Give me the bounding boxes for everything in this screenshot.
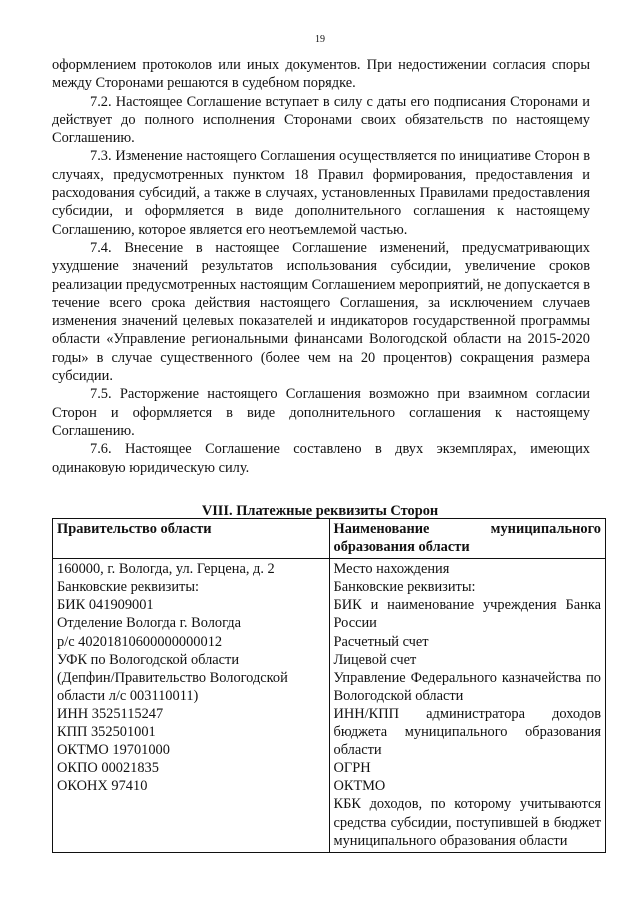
section-title-payment-details: VIII. Платежные реквизиты Сторон [201, 503, 439, 519]
right-line: ОКТМО [333, 778, 386, 795]
left-line: ОКОНХ 97410 [57, 778, 148, 795]
right-header-label: Наименование муниципального образования области [333, 521, 601, 556]
paragraph-continuation: оформлением протоколов или иных документов. При недостижении согласия споры между Сторонами решаются в судебном порядке. [52, 57, 590, 92]
page-number: 19 [315, 34, 325, 45]
right-line: ОГРН [333, 760, 371, 777]
table-body-row [53, 559, 606, 853]
right-line: Лицевой счет [333, 651, 417, 668]
table-header-row [53, 519, 606, 559]
right-line: ИНН/КПП администратора доходов бюджета муниципального образования области [333, 705, 601, 759]
paragraph-7-3: 7.3. Изменение настоящего Соглашения осуществляется по инициативе Сторон в случаях, предусмотренных пунктом 18 Правил формирования, предоставления и расходования субсидий, а также в случаях, установленных Правилами предоставления субсидии, и оформляется в виде дополнительного соглашения к настоящему Соглашению, которое является его неотъемлемой частью. [52, 148, 590, 238]
agreement-body-text [52, 56, 590, 477]
left-line: 160000, г. Вологда, ул. Герцена, д. 2 [57, 561, 275, 578]
paragraph-7-5: 7.5. Расторжение настоящего Соглашения возможно при взаимном согласии Сторон и оформляется в виде дополнительного соглашения к настоящему Соглашению. [52, 386, 590, 439]
right-line: Банковские реквизиты: [333, 579, 476, 596]
right-line: КБК доходов, по которому учитываются средства субсидии, поступившей в бюджет муниципального образования области [333, 796, 601, 849]
paragraph-7-6: 7.6. Настоящее Соглашение составлено в двух экземплярах, имеющих одинаковую юридическую силу. [52, 441, 590, 476]
right-line: Место нахождения [333, 561, 450, 578]
left-line: Банковские реквизиты: [57, 579, 199, 596]
left-line: БИК 041909001 [57, 597, 154, 614]
right-line: БИК и наименование учреждения Банка России [333, 597, 601, 632]
municipality-details-cell [329, 559, 606, 853]
payment-details-table [52, 518, 606, 853]
left-line: УФК по Вологодской области [57, 651, 240, 668]
left-line: КПП 352501001 [57, 724, 156, 741]
left-line: ОКПО 00021835 [57, 760, 159, 777]
left-line: ИНН 3525115247 [57, 705, 164, 722]
right-line: Расчетный счет [333, 633, 429, 650]
left-line: ОКТМО 19701000 [57, 742, 170, 759]
paragraph-7-4: 7.4. Внесение в настоящее Соглашение изменений, предусматривающих ухудшение значений результатов использования субсидии, увеличение сроков реализации предусмотренных настоящим Соглашением мероприятий, не допускается в течение всего срока действия настоящего Соглашения, за исключением случаев изменения значений целевых показателей и индикаторов государственной программы области «Управление региональными финансами Вологодской области на 2015-2020 годы» в случае существенного (более чем на 20 процентов) сокращения размера субсидии. [52, 239, 590, 385]
government-details-cell [53, 559, 330, 853]
left-header-label: Правительство области [57, 521, 212, 537]
right-line: Управление Федерального казначейства по Вологодской области [333, 669, 601, 704]
left-line: р/с 40201810600000000012 [57, 633, 223, 650]
header-cell-municipality [329, 519, 606, 559]
left-line: (Депфин/Правительство Вологодской области л/с 003110011) [57, 669, 288, 704]
header-cell-government [53, 519, 330, 559]
left-line: Отделение Вологда г. Вологда [57, 615, 241, 632]
paragraph-7-2: 7.2. Настоящее Соглашение вступает в силу с даты его подписания Сторонами и действует до полного исполнения Сторонами своих обязательств по настоящему Соглашению. [52, 93, 590, 147]
